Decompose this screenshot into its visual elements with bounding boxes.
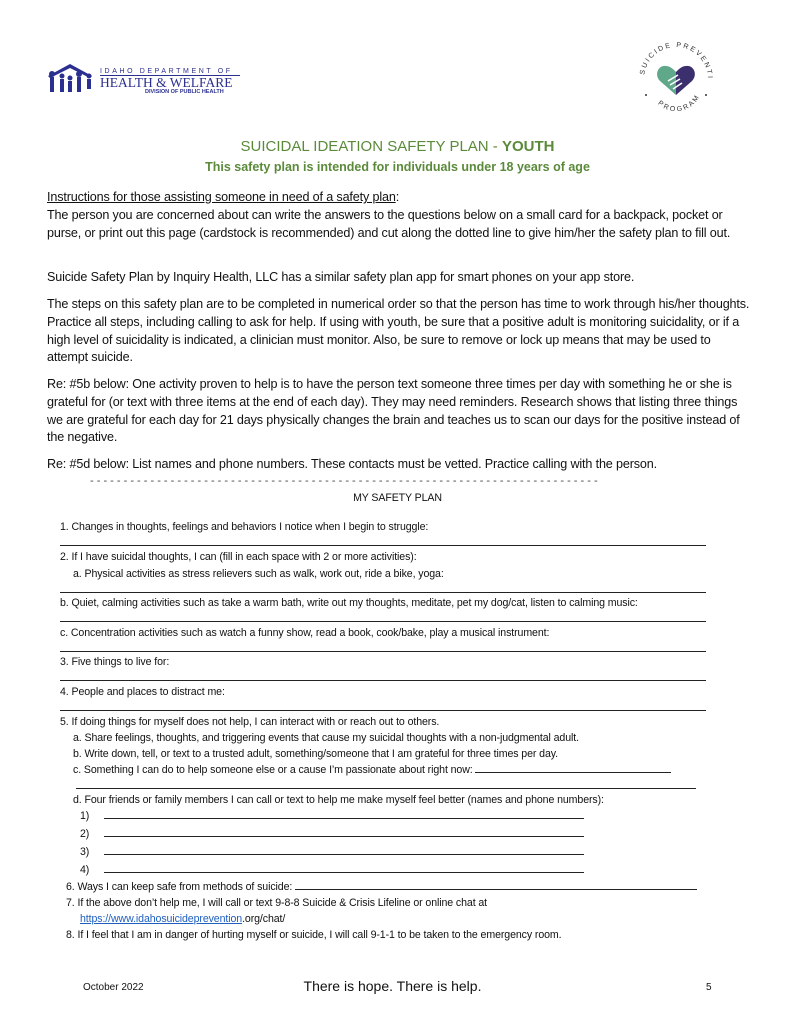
suicide-prevention-program-logo — [632, 37, 720, 117]
instructions-p5: Re: #5d below: List names and phone numbers. These contacts must be vetted. Practice calling with the person. — [47, 457, 657, 471]
dhw-logo-line2: HEALTH & WELFARE — [100, 75, 240, 89]
contact-number: 3) — [80, 846, 90, 858]
plan-item-5d: d. Four friends or family members I can call or text to help me make myself feel better (names and phone numbers): — [73, 794, 604, 806]
answer-line-2a[interactable] — [60, 592, 706, 593]
chat-link-rest: .org/chat/ — [242, 913, 286, 925]
contact-row — [80, 862, 584, 878]
plan-item-4: 4. People and places to distract me: — [60, 686, 225, 698]
plan-item-2b: b. Quiet, calming activities such as take a warm bath, write out my thoughts, meditate, pet my dog/cat, listen to calming music: — [60, 597, 638, 609]
chat-link[interactable]: https://www.idahosuicideprevention — [80, 913, 243, 925]
svg-text:SUICIDE PREVENTION: SUICIDE PREVENTI — [639, 41, 714, 81]
answer-line-6[interactable] — [295, 879, 697, 890]
svg-text:PROGRAM: PROGRAM — [656, 93, 702, 114]
contact-line[interactable] — [104, 844, 584, 855]
contact-row — [80, 844, 584, 860]
cut-dotted-line: - - - - - - - - - - - - - - - - - - - - - - - - - - - - - - - - - - - - - - - - - - - - - - - - - - - - - - - - - - - - - - - - - - - - - - - - - - - - — [90, 475, 598, 487]
contact-line[interactable] — [104, 826, 584, 837]
contact-number: 4) — [80, 864, 90, 876]
footer-tagline: There is hope. There is help. — [303, 978, 482, 994]
safety-plan-title: MY SAFETY PLAN — [353, 492, 442, 504]
plan-item-1: 1. Changes in thoughts, feelings and behaviors I notice when I begin to struggle: — [60, 521, 429, 533]
dhw-logo — [46, 62, 233, 99]
answer-line-5c-2[interactable] — [76, 788, 696, 789]
plan-item-7: 7. If the above don’t help me, I will call or text 9-8-8 Suicide & Crisis Lifeline or online chat at — [66, 897, 488, 909]
plan-item-5: 5. If doing things for myself does not help, I can interact with or reach out to others. — [60, 716, 440, 728]
dhw-logo-line3: DIVISION OF PUBLIC HEALTH — [145, 89, 224, 95]
contact-row — [80, 826, 584, 842]
contact-row — [80, 808, 584, 824]
instructions-p1 — [47, 189, 752, 242]
answer-line-2c[interactable] — [60, 651, 706, 652]
contact-line[interactable] — [104, 862, 584, 873]
dhw-logo-line1: IDAHO DEPARTMENT OF — [100, 68, 233, 75]
family-house-icon — [46, 62, 96, 94]
plan-item-2a: a. Physical activities as stress relievers such as walk, work out, ride a bike, yoga: — [73, 568, 444, 580]
heart-handshake-icon — [632, 37, 720, 117]
page-number: 5 — [706, 982, 712, 993]
contact-line[interactable] — [104, 808, 584, 819]
plan-item-8: 8. If I feel that I am in danger of hurting myself or suicide, I will call 9-1-1 to be taken to the emergency room. — [66, 929, 562, 941]
footer-date: October 2022 — [83, 982, 144, 993]
heading-colon: : — [395, 190, 400, 204]
plan-item-6 — [66, 879, 697, 895]
instructions-p4: Re: #5b below: One activity proven to help is to have the person text someone three times per day with something he or she is grateful for (or text with three items at the end of each day). They may need reminders. Research shows that listing three things we are grateful for each day for 21 days physically changes the brain and teaches us to scan our days for the positive instead of the negative. — [47, 377, 740, 445]
plan-item-2c: c. Concentration activities such as watch a funny show, read a book, cook/bake, play a musical instrument: — [60, 627, 550, 639]
plan-item-6-text: 6. Ways I can keep safe from methods of suicide: — [66, 881, 293, 893]
plan-item-5c — [73, 762, 671, 778]
instructions-p2: Suicide Safety Plan by Inquiry Health, LLC has a similar safety plan app for smart phones on your app store. — [47, 270, 635, 284]
instructions-heading: Instructions for those assisting someone in need of a safety plan — [47, 190, 396, 204]
plan-item-2: 2. If I have suicidal thoughts, I can (fill in each space with 2 or more activities): — [60, 551, 417, 563]
instructions-p3: The steps on this safety plan are to be completed in numerical order so that the person has time to work through his/her thoughts. Practice all steps, including calling to ask for help. If using with youth, be sure that a positive adult is monitoring suicidality, or if a high level of suicidality is indicated, a clinician must monitor. Also, be sure to remove or lock up means that may be used to attempt suicide. — [47, 297, 750, 365]
answer-line-5c[interactable] — [475, 762, 671, 773]
title-youth: YOUTH — [501, 138, 555, 155]
page-subtitle: This safety plan is intended for individuals under 18 years of age — [205, 160, 590, 174]
answer-line-1[interactable] — [60, 545, 706, 546]
contact-number: 1) — [80, 810, 90, 822]
chat-link-line — [80, 911, 285, 927]
plan-item-5c-text: c. Something I can do to help someone else or a cause I’m passionate about right now: — [73, 764, 473, 776]
answer-line-4[interactable] — [60, 710, 706, 711]
answer-line-2b[interactable] — [60, 621, 706, 622]
instructions-text-1: The person you are concerned about can write the answers to the questions below on a small card for a backpack, pocket or purse, or print out this page (cardstock is recommended) and cut along the dotted line to give him/her the safety plan to fill out. — [47, 207, 731, 240]
title-main: SUICIDAL IDEATION SAFETY PLAN - — [240, 138, 502, 155]
contact-number: 2) — [80, 828, 90, 840]
plan-item-3: 3. Five things to live for: — [60, 656, 170, 668]
plan-item-5a: a. Share feelings, thoughts, and triggering events that cause my suicidal thoughts with a non-judgmental adult. — [73, 732, 579, 744]
answer-line-3[interactable] — [60, 680, 706, 681]
plan-item-5b: b. Write down, tell, or text to a trusted adult, something/someone that I am grateful for three times per day. — [73, 748, 558, 760]
page-title — [0, 138, 795, 155]
